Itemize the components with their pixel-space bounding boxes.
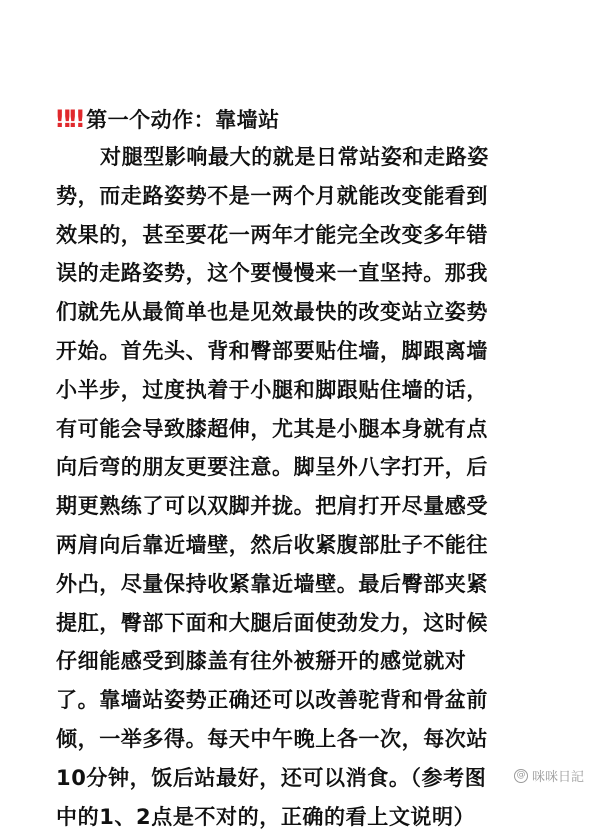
watermark xyxy=(514,766,584,785)
body-line: 小半步，过度执着于小腿和脚跟贴住墙的话， xyxy=(56,377,488,402)
body-line: 10分钟，饭后站最好，还可以消食。（参考图 xyxy=(56,765,487,790)
body-line: 对腿型影响最大的就是日常站姿和走路姿 xyxy=(100,145,489,169)
body-line: 势，而走路姿势不是一两个月就能改变能看到 xyxy=(56,183,488,208)
body-line: 们就先从最简单也是见效最快的改变站立姿势 xyxy=(56,300,488,325)
at-icon: @ xyxy=(514,769,528,783)
body-line: 了。靠墙站姿势正确还可以改善驼背和骨盆前 xyxy=(56,688,488,713)
body-line: 向后弯的朋友更要注意。脚呈外八字打开，后 xyxy=(56,455,488,480)
body-line: 外凸，尽量保持收紧靠近墙壁。最后臀部夹紧 xyxy=(56,571,488,596)
body-line: 期更熟练了可以双脚并拢。把肩打开尽量感受 xyxy=(56,494,488,519)
watermark-text: 咪咪日記 xyxy=(531,770,584,785)
article-content xyxy=(56,100,556,836)
body-line: 开始。首先头、背和臀部要贴住墙，脚跟离墙 xyxy=(56,338,488,363)
body-line: 倾，一举多得。每天中午晚上各一次，每次站 xyxy=(56,726,488,751)
section-title xyxy=(56,100,556,138)
section-title-text: 第一个动作：靠墙站 xyxy=(86,108,280,132)
double-exclamation-icon: ‼‼ xyxy=(56,105,83,133)
article-body xyxy=(56,138,556,836)
body-line: 有可能会导致膝超伸，尤其是小腿本身就有点 xyxy=(56,416,488,441)
body-line: 提肛，臀部下面和大腿后面使劲发力，这时候 xyxy=(56,610,488,635)
body-line: 误的走路姿势，这个要慢慢来一直坚持。那我 xyxy=(56,261,488,286)
body-line: 两肩向后靠近墙壁，然后收紧腹部肚子不能往 xyxy=(56,532,488,557)
body-line: 仔细能感受到膝盖有往外被掰开的感觉就对 xyxy=(56,649,467,674)
body-line: 效果的，甚至要花一两年才能完全改变多年错 xyxy=(56,222,488,247)
body-line: 中的1、2点是不对的，正确的看上文说明） xyxy=(56,804,476,829)
